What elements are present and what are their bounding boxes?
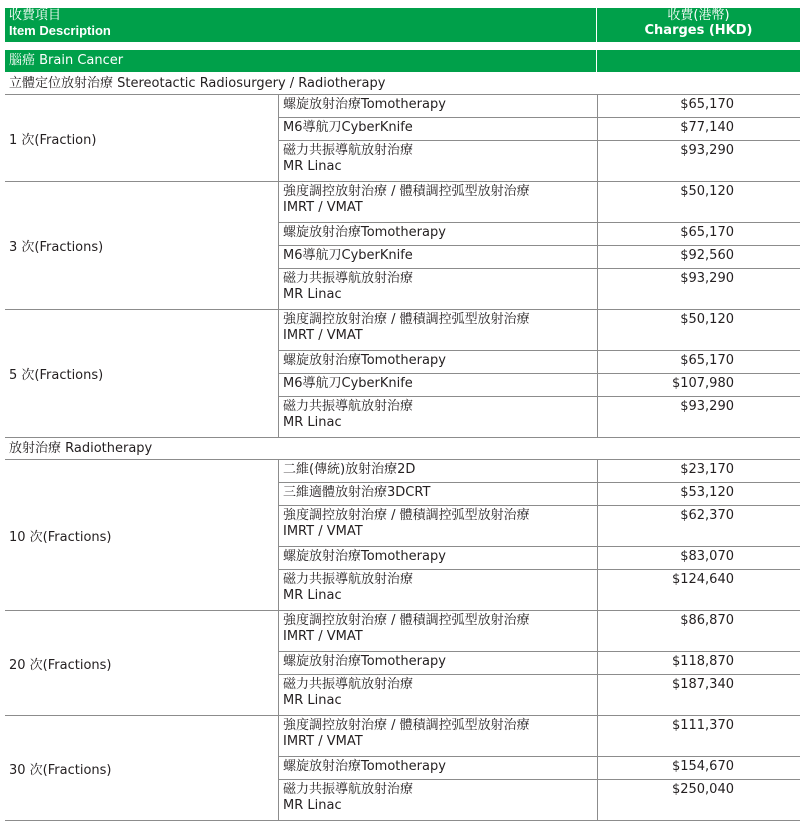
modality-name: 螺旋放射治療Tomotherapy bbox=[283, 353, 446, 368]
modality-cell bbox=[278, 652, 597, 675]
modality-name: 強度調控放射治療 / 體積調控弧型放射治療 bbox=[283, 184, 530, 199]
header-charge-en: Charges (HKD) bbox=[644, 23, 753, 38]
charge-value: $93,290 bbox=[597, 397, 800, 438]
header-item-en: Item Description bbox=[9, 23, 111, 38]
charge-value: $62,370 bbox=[597, 506, 800, 547]
modality-abbr: MR Linac bbox=[283, 588, 342, 603]
modality-name: 磁力共振導航放射治療 bbox=[283, 677, 414, 692]
charge-value: $53,120 bbox=[597, 483, 800, 506]
modality-name: M6導航刀CyberKnife bbox=[283, 376, 413, 391]
modality-abbr: IMRT / VMAT bbox=[283, 200, 363, 215]
charge-value: $111,370 bbox=[597, 716, 800, 757]
modality-cell bbox=[278, 246, 597, 269]
modality-abbr: IMRT / VMAT bbox=[283, 328, 363, 343]
fraction-label: 1 次(Fraction) bbox=[5, 95, 278, 182]
charge-value: $65,170 bbox=[597, 351, 800, 374]
header-item-zh: 收費項目 bbox=[9, 8, 62, 23]
modality-name: 磁力共振導航放射治療 bbox=[283, 572, 414, 587]
modality-cell bbox=[278, 141, 597, 182]
modality-abbr: IMRT / VMAT bbox=[283, 524, 363, 539]
modality-cell bbox=[278, 95, 597, 118]
modality-name: 強度調控放射治療 / 體積調控弧型放射治療 bbox=[283, 312, 530, 327]
charge-value: $92,560 bbox=[597, 246, 800, 269]
modality-cell bbox=[278, 483, 597, 506]
modality-abbr: IMRT / VMAT bbox=[283, 734, 363, 749]
modality-abbr: MR Linac bbox=[283, 415, 342, 430]
fraction-label: 30 次(Fractions) bbox=[5, 716, 278, 821]
modality-abbr: MR Linac bbox=[283, 798, 342, 813]
modality-name: 螺旋放射治療Tomotherapy bbox=[283, 97, 446, 112]
modality-name: 螺旋放射治療Tomotherapy bbox=[283, 654, 446, 669]
modality-cell bbox=[278, 269, 597, 310]
modality-cell bbox=[278, 351, 597, 374]
modality-name: 強度調控放射治療 / 體積調控弧型放射治療 bbox=[283, 613, 530, 628]
charge-value: $23,170 bbox=[597, 460, 800, 483]
modality-cell bbox=[278, 374, 597, 397]
modality-name: 磁力共振導航放射治療 bbox=[283, 143, 414, 158]
modality-name: 強度調控放射治療 / 體積調控弧型放射治療 bbox=[283, 508, 530, 523]
section-charge-blank bbox=[597, 50, 800, 72]
modality-cell bbox=[278, 780, 597, 821]
modality-name: 螺旋放射治療Tomotherapy bbox=[283, 759, 446, 774]
modality-cell bbox=[278, 118, 597, 141]
modality-cell bbox=[278, 570, 597, 611]
charge-value: $93,290 bbox=[597, 269, 800, 310]
charge-value: $50,120 bbox=[597, 310, 800, 351]
modality-cell bbox=[278, 182, 597, 223]
modality-cell bbox=[278, 506, 597, 547]
modality-abbr: MR Linac bbox=[283, 287, 342, 302]
modality-name: 螺旋放射治療Tomotherapy bbox=[283, 549, 446, 564]
group-title: 立體定位放射治療 Stereotactic Radiosurgery / Radiotherapy bbox=[5, 73, 800, 95]
charge-value: $118,870 bbox=[597, 652, 800, 675]
fraction-label: 3 次(Fractions) bbox=[5, 182, 278, 310]
group-title: 放射治療 Radiotherapy bbox=[5, 438, 800, 460]
charge-value: $154,670 bbox=[597, 757, 800, 780]
charge-value: $77,140 bbox=[597, 118, 800, 141]
header-charges bbox=[597, 8, 800, 42]
fraction-label: 5 次(Fractions) bbox=[5, 310, 278, 438]
modality-name: 螺旋放射治療Tomotherapy bbox=[283, 225, 446, 240]
charge-value: $187,340 bbox=[597, 675, 800, 716]
modality-name: 三維適體放射治療3DCRT bbox=[283, 485, 431, 500]
modality-cell bbox=[278, 675, 597, 716]
charge-value: $65,170 bbox=[597, 223, 800, 246]
modality-cell bbox=[278, 460, 597, 483]
charge-value: $93,290 bbox=[597, 141, 800, 182]
charge-value: $107,980 bbox=[597, 374, 800, 397]
modality-abbr: MR Linac bbox=[283, 159, 342, 174]
charge-value: $124,640 bbox=[597, 570, 800, 611]
modality-name: 強度調控放射治療 / 體積調控弧型放射治療 bbox=[283, 718, 530, 733]
modality-name: 二維(傳統)放射治療2D bbox=[283, 462, 416, 477]
modality-name: 磁力共振導航放射治療 bbox=[283, 271, 414, 286]
fraction-label: 10 次(Fractions) bbox=[5, 460, 278, 611]
modality-cell bbox=[278, 310, 597, 351]
header-charge-zh: 收費(港幣) bbox=[667, 8, 730, 23]
modality-name: 磁力共振導航放射治療 bbox=[283, 399, 414, 414]
header-item-description bbox=[5, 8, 596, 42]
modality-name: M6導航刀CyberKnife bbox=[283, 120, 413, 135]
modality-cell bbox=[278, 611, 597, 652]
charge-value: $83,070 bbox=[597, 547, 800, 570]
charge-value: $250,040 bbox=[597, 780, 800, 821]
charge-value: $65,170 bbox=[597, 95, 800, 118]
charge-value: $86,870 bbox=[597, 611, 800, 652]
modality-cell bbox=[278, 223, 597, 246]
modality-abbr: MR Linac bbox=[283, 693, 342, 708]
fraction-label: 20 次(Fractions) bbox=[5, 611, 278, 716]
modality-abbr: IMRT / VMAT bbox=[283, 629, 363, 644]
modality-cell bbox=[278, 757, 597, 780]
modality-cell bbox=[278, 397, 597, 438]
modality-name: M6導航刀CyberKnife bbox=[283, 248, 413, 263]
modality-cell bbox=[278, 547, 597, 570]
modality-cell bbox=[278, 716, 597, 757]
modality-name: 磁力共振導航放射治療 bbox=[283, 782, 414, 797]
charge-value: $50,120 bbox=[597, 182, 800, 223]
section-title: 腦癌 Brain Cancer bbox=[5, 50, 596, 72]
